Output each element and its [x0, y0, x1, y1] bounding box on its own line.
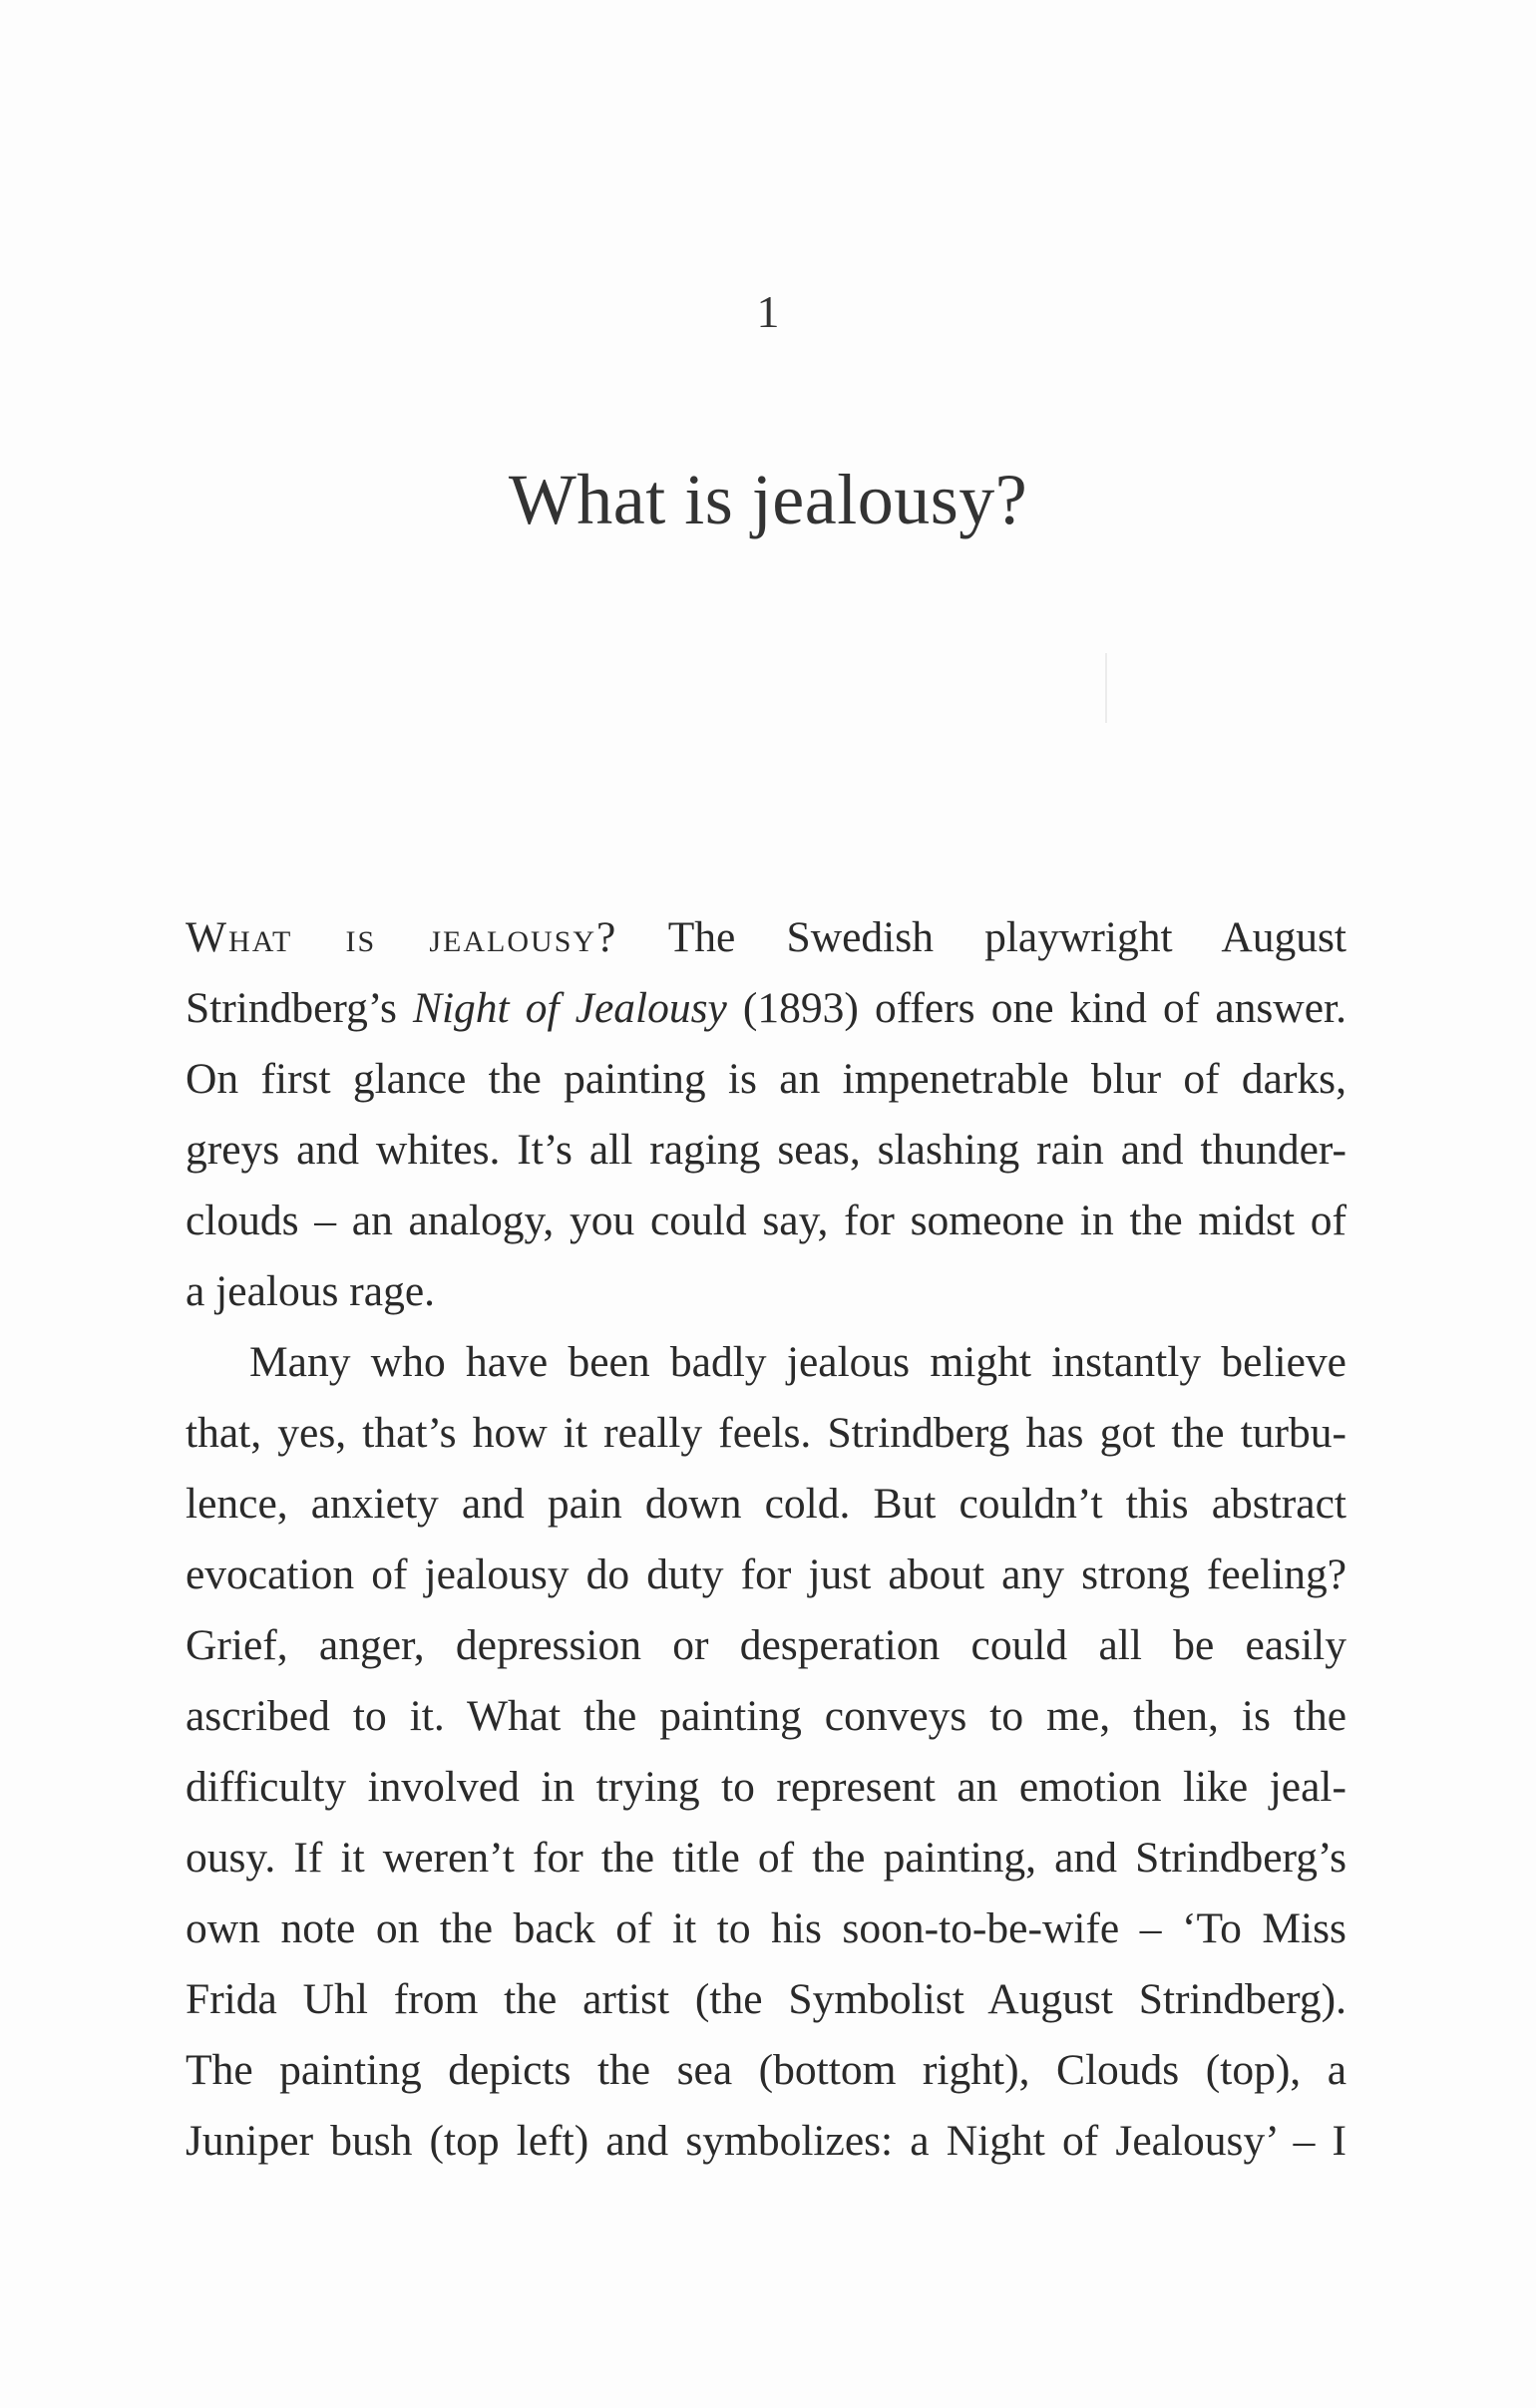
- text-line-segment: (1893) offers one kind of answer.: [742, 984, 1346, 1032]
- text-line: Grief, anger, depression or desperation could all be easily: [186, 1621, 1346, 1669]
- text-line-segment: The Swedish playwright August: [617, 913, 1346, 961]
- text-line: a jealous rage.: [186, 1267, 435, 1315]
- text-line: The painting depicts the sea (bottom right), Clouds (top), a: [186, 2046, 1346, 2094]
- paragraph-2: [186, 1327, 1346, 2177]
- text-line: evocation of jealousy do duty for just about any strong feeling?: [186, 1550, 1346, 1598]
- italic-artwork-title: Night of Jealousy: [412, 984, 743, 1032]
- text-line: that, yes, that’s how it really feels. Strindberg has got the turbu-: [186, 1409, 1346, 1457]
- scan-artifact: [1105, 653, 1107, 723]
- text-line: ascribed to it. What the painting conveys to me, then, is the: [186, 1692, 1346, 1740]
- text-line-segment: Strindberg’s: [186, 984, 413, 1032]
- text-line: clouds – an analogy, you could say, for someone in the midst of: [186, 1197, 1346, 1244]
- body-text: [186, 902, 1346, 2177]
- paragraph-1: [186, 902, 1346, 1327]
- text-line: Juniper bush (top left) and symbolizes: a Night of Jealousy’ – I: [186, 2117, 1346, 2165]
- text-line: difficulty involved in trying to represent an emotion like jeal-: [186, 1763, 1346, 1811]
- text-line: Frida Uhl from the artist (the Symbolist August Strindberg).: [186, 1975, 1346, 2023]
- text-line: On first glance the painting is an impenetrable blur of darks,: [186, 1055, 1346, 1103]
- chapter-number: 1: [756, 286, 780, 337]
- chapter-title: What is jealousy?: [508, 460, 1028, 539]
- text-line: [186, 902, 1346, 973]
- opening-smallcaps: What is jealousy?: [186, 913, 618, 961]
- text-line: ousy. If it weren’t for the title of the painting, and Strindberg’s: [186, 1834, 1346, 1882]
- text-line: own note on the back of it to his soon-to-be-wife – ‘To Miss: [186, 1904, 1346, 1952]
- text-line: lence, anxiety and pain down cold. But couldn’t this abstract: [186, 1480, 1346, 1528]
- text-line: Many who have been badly jealous might instantly believe: [249, 1338, 1346, 1386]
- text-line: greys and whites. It’s all raging seas, slashing rain and thunder-: [186, 1126, 1346, 1174]
- text-line: [186, 973, 1346, 1044]
